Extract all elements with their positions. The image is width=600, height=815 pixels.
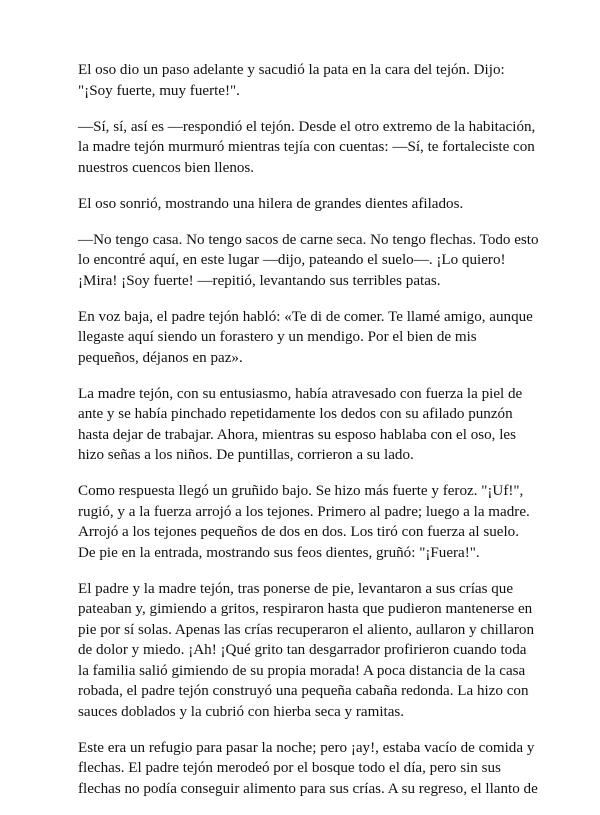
text-line: De pie en la entrada, mostrando sus feos dientes, gruñó: "¡Fuera!". <box>78 544 480 561</box>
text-line: lo encontré aquí, en este lugar —dijo, pateando el suelo—. ¡Lo quiero! <box>78 252 506 268</box>
text-line: de dolor y miedo. ¡Ah! ¡Qué grito tan desgarrador profirieron cuando toda <box>78 642 527 658</box>
document-page <box>78 60 538 815</box>
text-line: El oso sonrió, mostrando una hilera de grandes dientes afilados. <box>78 195 464 212</box>
text-line: llegaste aquí siendo un forastero y un mendigo. Por el bien de mis <box>78 329 477 345</box>
paragraph <box>78 738 538 800</box>
paragraph <box>78 194 538 215</box>
paragraph <box>78 230 538 292</box>
text-line: "¡Soy fuerte, muy fuerte!". <box>78 82 240 99</box>
text-line: la familia salió gimiendo de su propia morada! A poca distancia de la casa <box>78 662 526 679</box>
text-line: En voz baja, el padre tejón habló: «Te di de comer. Te llamé amigo, aunque <box>78 308 533 325</box>
text-line: pie por sí solas. Apenas las crías recuperaron el aliento, aullaron y chillaron <box>78 621 535 638</box>
text-line: hizo señas a los niños. De puntillas, corrieron a su lado. <box>78 447 414 463</box>
paragraph <box>78 579 538 723</box>
text-line: rugió, y a la fuerza arrojó a los tejones. Primero al padre; luego a la madre. <box>78 503 530 520</box>
text-line: El padre y la madre tejón, tras ponerse de pie, levantaron a sus crías que <box>78 580 514 597</box>
text-line: ante y se había pinchado repetidamente los dedos con su afilado punzón <box>78 406 513 422</box>
text-line: Este era un refugio para pasar la noche; pero ¡ay!, estaba vacío de comida y <box>78 739 535 756</box>
text-line: La madre tejón, con su entusiasmo, había atravesado con fuerza la piel de <box>78 385 523 402</box>
text-line: nuestros cuencos bien llenos. <box>78 159 255 176</box>
paragraph <box>78 60 538 101</box>
paragraph <box>78 117 538 179</box>
text-line: sauces doblados y la cubrió con hierba seca y ramitas. <box>78 703 405 720</box>
text-line: hasta dejar de trabajar. Ahora, mientras su esposo hablaba con el oso, les <box>78 426 516 443</box>
text-line: flechas. El padre tejón merodeó por el bosque todo el día, pero sin sus <box>78 760 501 776</box>
text-line: Arrojó a los tejones pequeños de dos en dos. Los tiró con fuerza al suelo. <box>78 524 519 540</box>
text-line: —No tengo casa. No tengo sacos de carne seca. No tengo flechas. Todo esto <box>78 231 539 248</box>
text-line: Como respuesta llegó un gruñido bajo. Se hizo más fuerte y feroz. "¡Uf!", <box>78 483 524 499</box>
text-line: pequeños, déjanos en paz». <box>78 349 243 366</box>
text-line: pateaban y, gimiendo a gritos, respiraron hasta que pudieron mantenerse en <box>78 601 533 617</box>
paragraph <box>78 481 538 563</box>
paragraph <box>78 307 538 369</box>
text-line: robada, el padre tejón construyó una pequeña cabaña redonda. La hizo con <box>78 683 529 699</box>
text-line: —Sí, sí, así es —respondió el tejón. Desde el otro extremo de la habitación, <box>78 118 536 135</box>
text-line: flechas no podía conseguir alimento para sus crías. A su regreso, el llanto de <box>78 780 538 797</box>
text-line: la madre tejón murmuró mientras tejía con cuentas: —Sí, te fortaleciste con <box>78 139 535 155</box>
paragraph <box>78 384 538 466</box>
text-line: ¡Mira! ¡Soy fuerte! —repitió, levantando sus terribles patas. <box>78 272 441 289</box>
text-line: El oso dio un paso adelante y sacudió la pata en la cara del tejón. Dijo: <box>78 62 505 78</box>
